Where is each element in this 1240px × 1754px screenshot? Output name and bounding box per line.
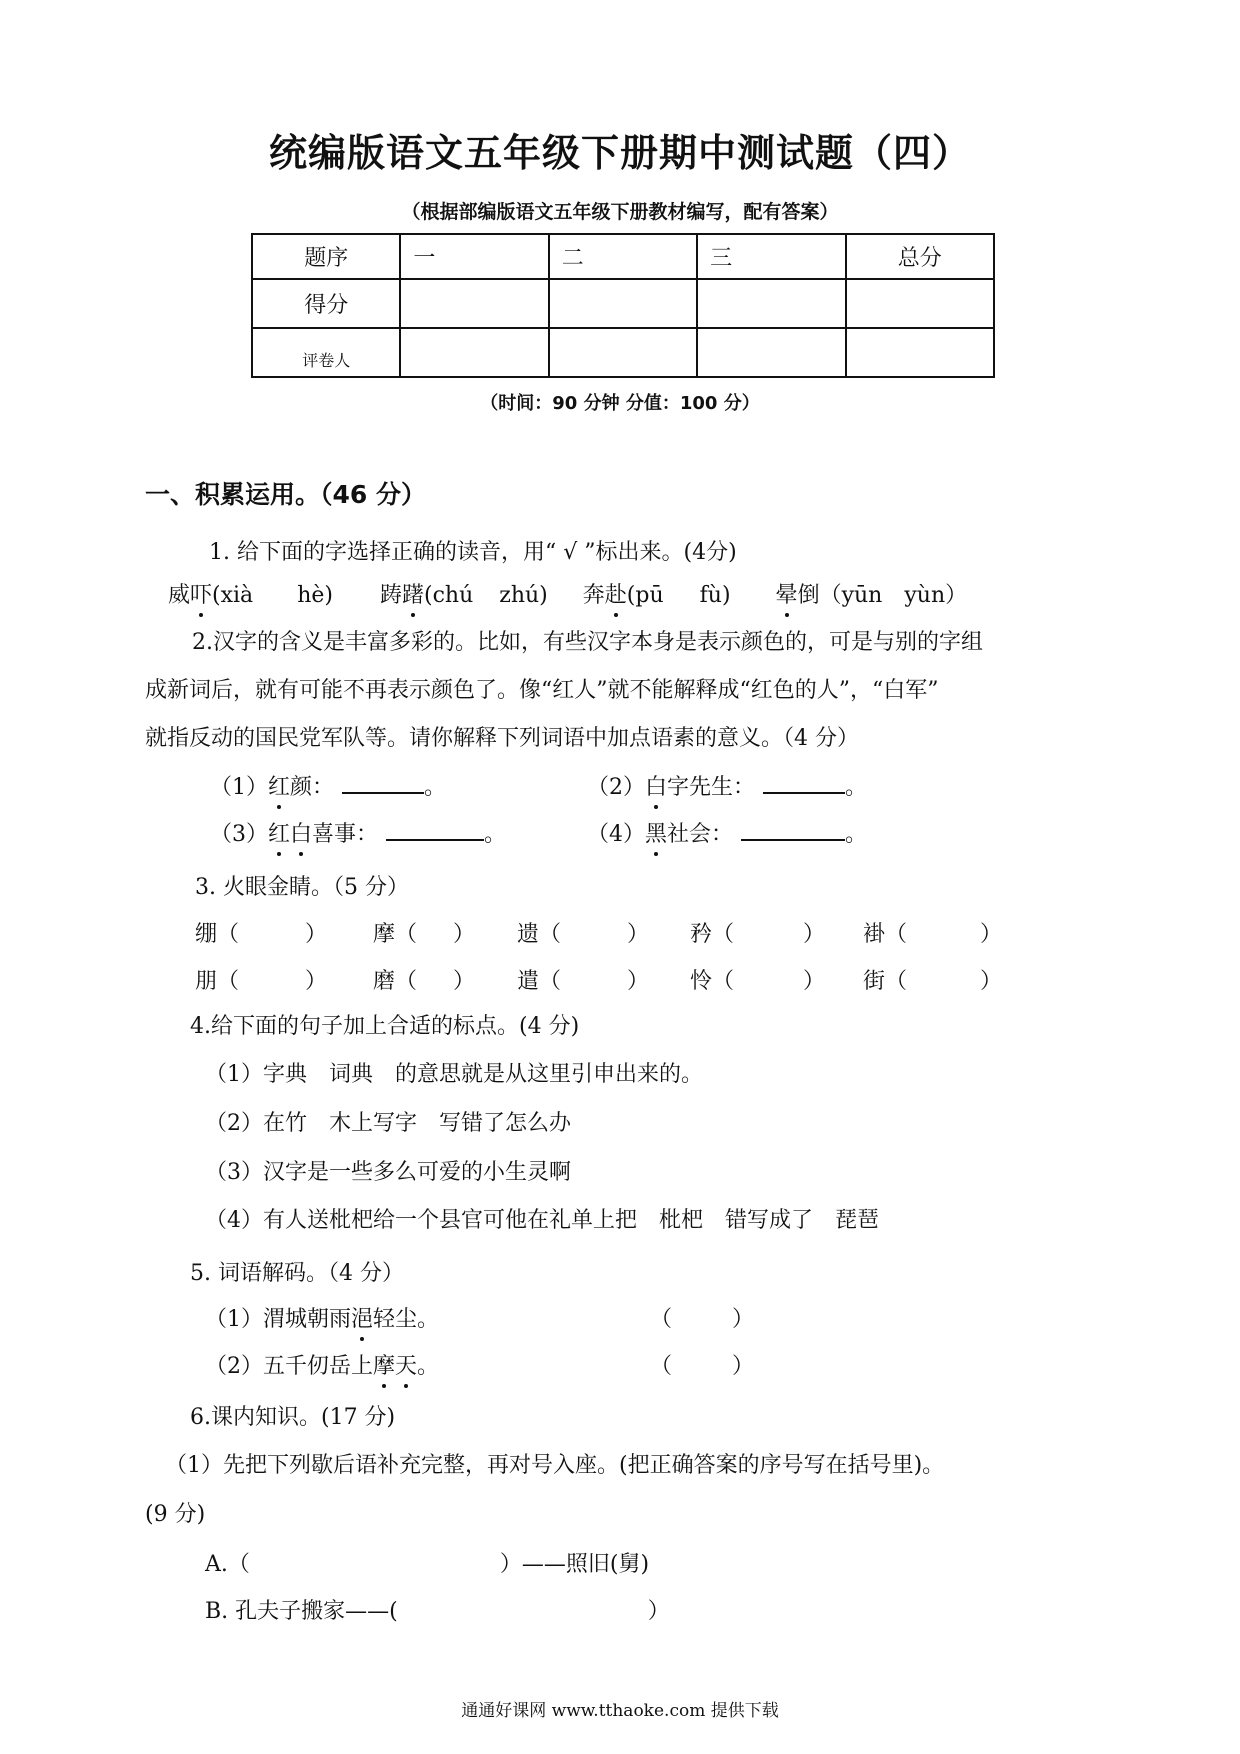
q2-answer-blank[interactable] (763, 770, 845, 794)
q5-paren-close: ） (732, 1354, 755, 1379)
score-table-row-score (252, 279, 994, 328)
q3-paren-close: ） (453, 969, 476, 994)
q4-item-4: （4）有人送枇杷给一个县官可他在礼单上把 枇杷 错写成了 琵琶 (205, 1208, 879, 1233)
q4-item-1: （1）字典 词典 的意思就是从这里引申出来的。 (205, 1062, 703, 1087)
q2-item-number: （1） (210, 775, 268, 800)
q1-option-b[interactable]: zhú) (499, 583, 548, 608)
q1-dotted-char: 吓 (190, 578, 212, 609)
q3-paren-close: ） (803, 922, 826, 947)
time-info: （时间：90 分钟 分值：100 分） (480, 393, 760, 414)
q6-item-a (205, 1547, 649, 1578)
q2-period: 。 (845, 822, 868, 847)
q1-option-b[interactable]: hè) (297, 583, 333, 608)
q5-text: 五千仞岳上 (263, 1354, 374, 1379)
q4-item-2: （2）在竹 木上写字 写错了怎么办 (205, 1111, 571, 1136)
cell-section-1: 一 (400, 234, 548, 279)
cell-label-grader: 评卷人 (252, 328, 400, 377)
q3-char: 摩（ (373, 922, 418, 947)
q3-char: 矜（ (690, 922, 735, 947)
q2-answer-blank[interactable] (386, 817, 484, 841)
q5-text: 轻尘。 (373, 1307, 440, 1332)
q3-paren-close: ） (980, 969, 1003, 994)
q5-dotted-char: 摩 (373, 1349, 395, 1380)
q2-item-3 (210, 817, 506, 848)
cell-label-order: 题序 (252, 234, 400, 279)
page-title: 统编版语文五年级下册期中测试题（四） (268, 131, 971, 175)
q2-dotted-char: 白 (645, 770, 667, 801)
grader-input-total[interactable] (846, 328, 994, 377)
score-table-row-grader (252, 328, 994, 377)
score-input-2[interactable] (549, 279, 697, 328)
q2-word: 喜事： (312, 822, 379, 847)
q3-char: 怜（ (690, 969, 735, 994)
q2-item-1 (210, 770, 446, 801)
q5-dotted-char: 浥 (351, 1302, 373, 1333)
section-heading-1: 一、积累运用。（46 分） (145, 480, 426, 509)
q2-answer-blank[interactable] (342, 770, 424, 794)
q6-item-b-label: B. 孔夫子搬家——( (205, 1599, 398, 1624)
q1-items (168, 578, 967, 609)
q6-sub1-line-2: (9 分) (145, 1502, 206, 1527)
q2-item-number: （3） (210, 822, 268, 847)
q2-period: 。 (845, 775, 868, 800)
q5-paren-close: ） (732, 1307, 755, 1332)
q1-item-4 (776, 583, 968, 608)
q5-prompt: 5. 词语解码。（4 分） (190, 1261, 404, 1286)
score-table (251, 233, 995, 378)
q1-dotted-char: 躇 (402, 578, 424, 609)
q6-item-a-answer: ）——照旧(舅) (499, 1552, 650, 1577)
q2-dotted-char: 红 (268, 770, 290, 801)
q3-paren-close: ） (803, 969, 826, 994)
q3-paren-close: ） (305, 969, 328, 994)
q5-answer-2[interactable] (650, 1349, 754, 1380)
q5-item-1 (205, 1302, 439, 1333)
q1-option-a[interactable]: (xià (212, 583, 254, 608)
q3-char: 朋（ (195, 969, 240, 994)
q2-answer-blank[interactable] (741, 817, 845, 841)
q1-item-2 (380, 583, 548, 608)
q6-prompt: 6.课内知识。(17 分) (190, 1405, 396, 1430)
q3-prompt: 3. 火眼金睛。（5 分） (195, 875, 409, 900)
q3-char: 遗（ (517, 922, 562, 947)
q1-word-char: 威 (168, 583, 191, 608)
q2-word: 颜： (290, 775, 335, 800)
q5-paren-open: （ (650, 1307, 673, 1332)
score-input-total[interactable] (846, 279, 994, 328)
q2-text-line-3: 就指反动的国民党军队等。请你解释下列词语中加点语素的意义。（4 分） (145, 726, 859, 751)
q2-item-2 (587, 770, 867, 801)
q2-text-line-1: 2.汉字的含义是丰富多彩的。比如，有些汉字本身是表示颜色的，可是与别的字组 (192, 630, 983, 655)
grader-input-3[interactable] (697, 328, 845, 377)
q2-item-number: （2） (587, 775, 645, 800)
q3-paren-close: ） (980, 922, 1003, 947)
q1-dotted-char: 晕 (776, 578, 798, 609)
q6-sub1-line-1: （1）先把下列歇后语补充完整，再对号入座。(把正确答案的序号写在括号里)。 (165, 1453, 945, 1478)
q2-word: 字先生： (667, 775, 756, 800)
cell-label-score: 得分 (252, 279, 400, 328)
q3-char: 遣（ (517, 969, 562, 994)
q2-dotted-char: 黑 (645, 817, 667, 848)
q1-prompt: 1. 给下面的字选择正确的读音，用“ √ ”标出来。(4分) (209, 540, 737, 565)
q6-item-a-label: A.（ (205, 1552, 250, 1577)
q1-dotted-char: 赴 (605, 578, 627, 609)
score-input-3[interactable] (697, 279, 845, 328)
q3-char: 街（ (863, 969, 908, 994)
q1-word-char: 倒 (797, 583, 820, 608)
q2-text-line-2: 成新词后，就有可能不再表示颜色了。像“红人”就不能解释成“红色的人”，“白军” (145, 678, 939, 703)
cell-section-2: 二 (549, 234, 697, 279)
q1-option-a[interactable]: (chú (424, 583, 474, 608)
cell-total: 总分 (846, 234, 994, 279)
q5-item-2 (205, 1349, 439, 1380)
q6-item-b-close: ） (647, 1599, 670, 1624)
grader-input-2[interactable] (549, 328, 697, 377)
score-table-row-header (252, 234, 994, 279)
q5-text: 。 (417, 1354, 440, 1379)
q3-char: 绷（ (195, 922, 240, 947)
q3-paren-close: ） (627, 969, 650, 994)
q1-option-b[interactable]: yùn） (904, 583, 968, 608)
q1-word-char: 踌 (379, 583, 402, 608)
q2-dotted-char: 红 (268, 817, 290, 848)
q1-option-b[interactable]: fù) (699, 583, 731, 608)
q2-period: 。 (424, 775, 447, 800)
q1-option-a[interactable]: （yūn (819, 583, 883, 608)
footer-source: 通通好课网 www.tthaoke.com 提供下载 (461, 1701, 779, 1721)
q1-word-char: 奔 (582, 583, 605, 608)
q2-word: 社会： (667, 822, 734, 847)
q1-item-3 (583, 583, 731, 608)
q1-item-1 (168, 583, 333, 608)
q3-paren-close: ） (627, 922, 650, 947)
q5-text: 渭城朝雨 (263, 1307, 352, 1332)
q2-period: 。 (484, 822, 507, 847)
q1-option-a[interactable]: (pū (626, 583, 664, 608)
q2-dotted-char: 白 (290, 817, 312, 848)
q5-paren-open: （ (650, 1354, 673, 1379)
q3-char: 褂（ (863, 922, 908, 947)
cell-section-3: 三 (697, 234, 845, 279)
q6-item-b (205, 1594, 670, 1625)
q5-answer-1[interactable] (650, 1302, 754, 1333)
q4-item-3: （3）汉字是一些多么可爱的小生灵啊 (205, 1160, 571, 1185)
q5-item-number: （1） (205, 1307, 263, 1332)
score-input-1[interactable] (400, 279, 548, 328)
grader-input-1[interactable] (400, 328, 548, 377)
q5-dotted-char: 天 (395, 1349, 417, 1380)
q2-item-4 (587, 817, 867, 848)
q3-paren-close: ） (453, 922, 476, 947)
q5-item-number: （2） (205, 1354, 263, 1379)
q4-prompt: 4.给下面的句子加上合适的标点。(4 分) (190, 1014, 580, 1039)
q2-item-number: （4） (587, 822, 645, 847)
q3-char: 磨（ (373, 969, 418, 994)
q3-paren-close: ） (305, 922, 328, 947)
page-subtitle: （根据部编版语文五年级下册教材编写，配有答案） (401, 201, 839, 223)
